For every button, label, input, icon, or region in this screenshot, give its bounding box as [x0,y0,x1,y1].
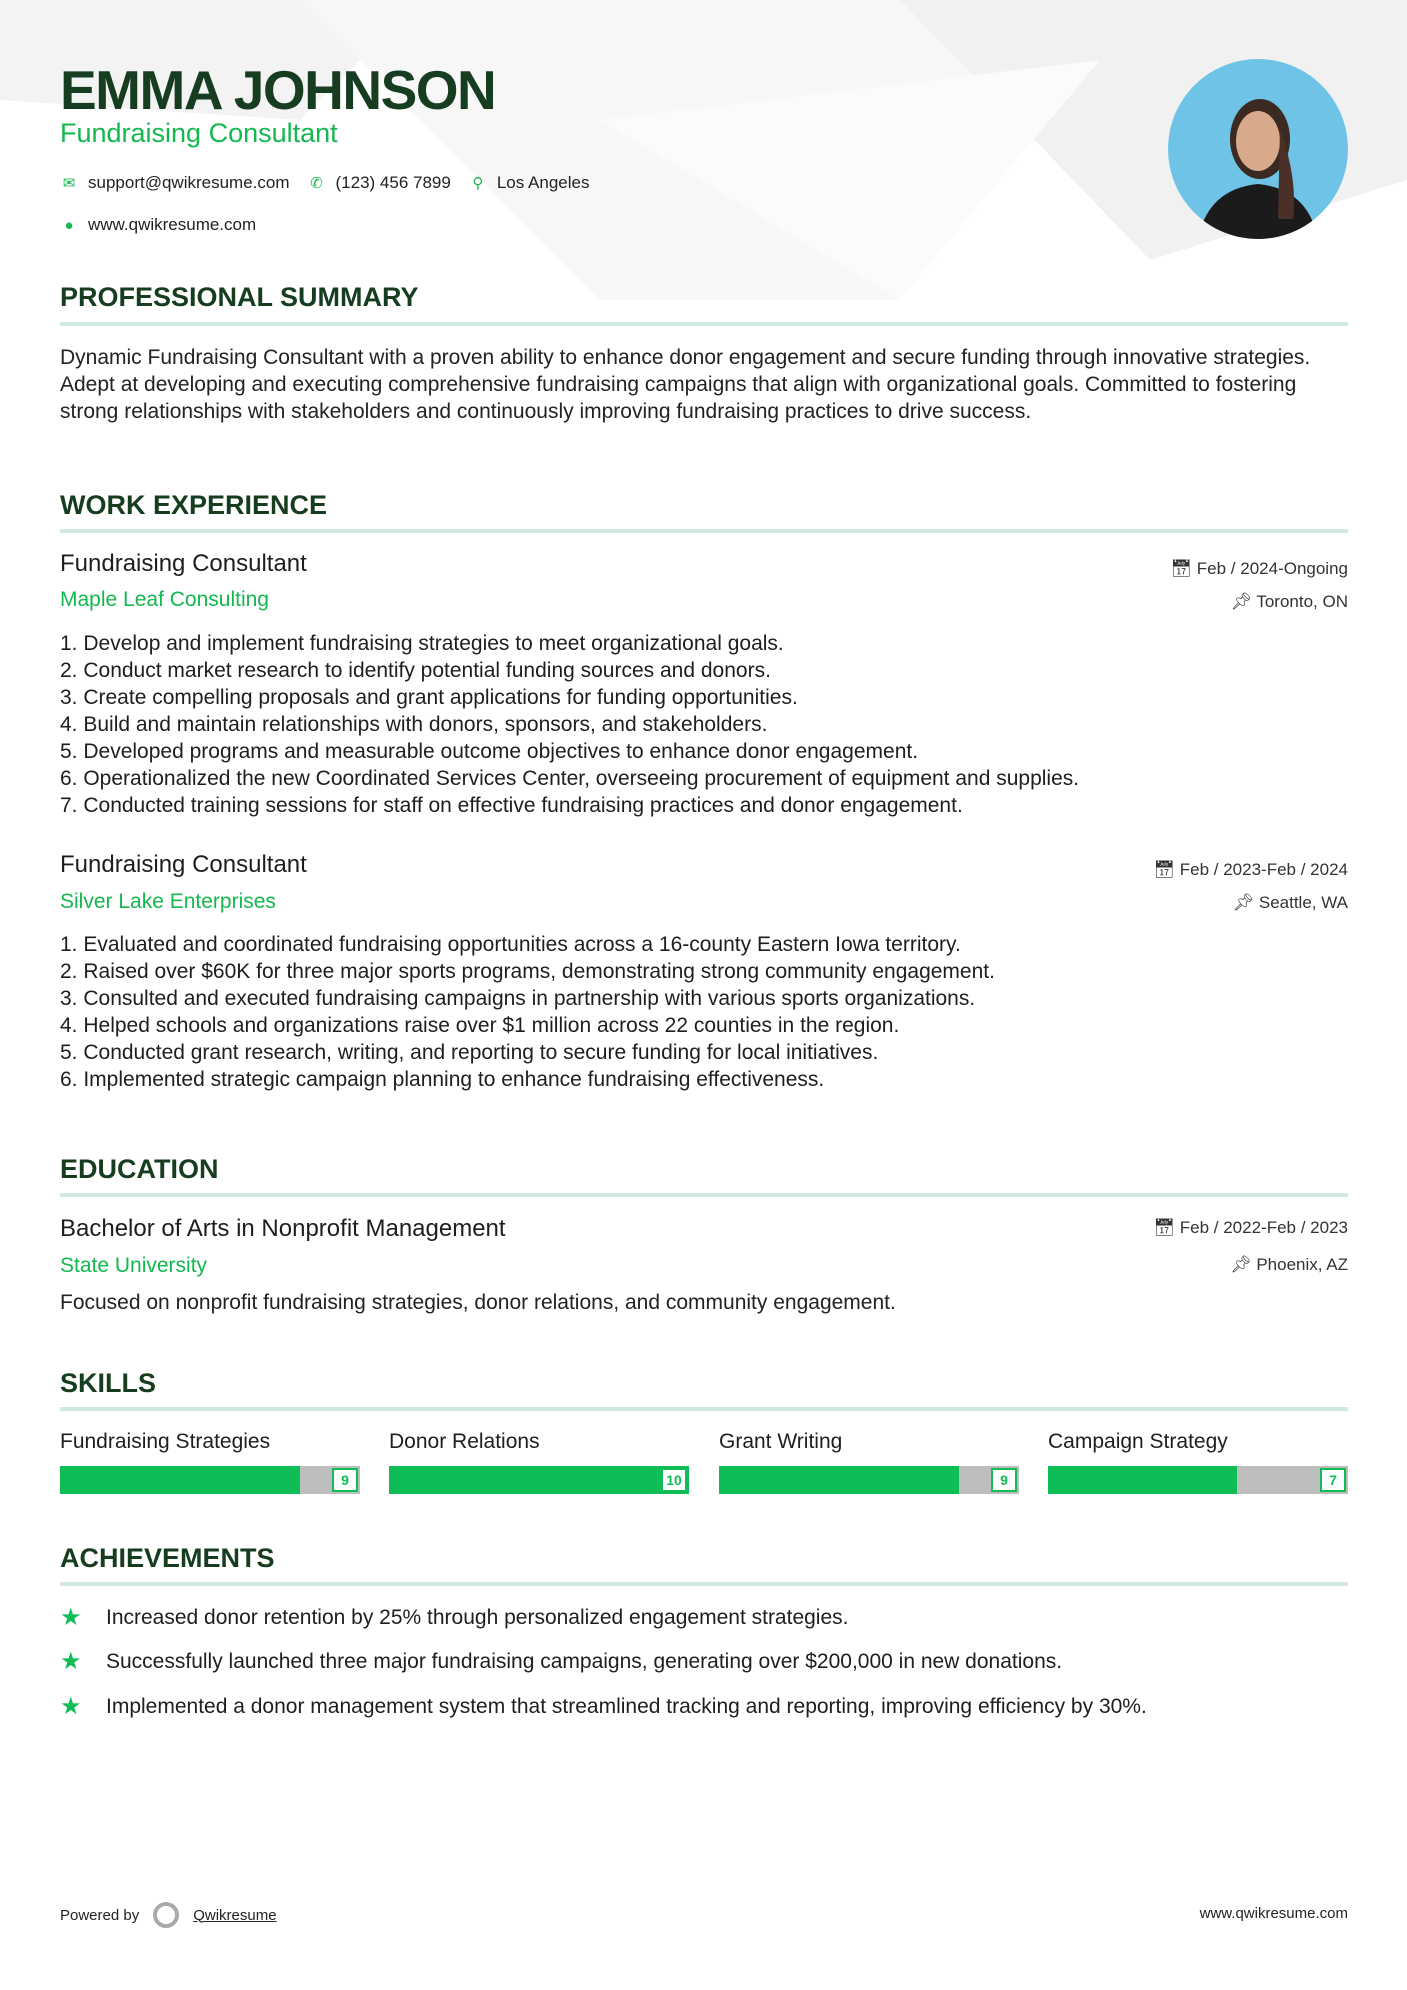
education-date [1153,1218,1348,1238]
summary-text: Dynamic Fundraising Consultant with a proven ability to enhance donor engagement and secure funding through innovative strategies. Adept at developing and executing comprehensive fundraising campaigns that align with organizational goals. Committed to fostering strong relationships with stakeholders and continuously improving fundraising practices to drive success. [60,346,1311,423]
skill-name: Campaign Strategy [1048,1430,1228,1453]
map-pin-icon: ⚲ [472,175,484,192]
skills-heading: SKILLS [60,1368,157,1398]
list-item: 3. Consulted and executed fundraising campaigns in partnership with various sports organizations. [60,987,976,1010]
divider [60,322,1348,326]
date-text: Feb / 2024-Ongoing [1196,559,1348,578]
calendar-icon: 📅︎ [1170,559,1197,578]
qwikresume-logo-icon [153,1902,179,1928]
location-text: Phoenix, AZ [1256,1255,1348,1274]
brand-link[interactable]: Qwikresume [193,1906,277,1924]
contact-row [60,173,589,193]
skill-item [389,1430,689,1494]
achievement-item [60,1647,1062,1676]
company-name: Maple Leaf Consulting [60,588,269,611]
education-heading: EDUCATION [60,1154,219,1184]
education-location [1230,1255,1348,1275]
skill-level: 9 [332,1468,358,1492]
location-text: Seattle, WA [1258,893,1348,912]
list-item: 1. Develop and implement fundraising strategies to meet organizational goals. [60,632,784,655]
achievement-text: Successfully launched three major fundraising campaigns, generating over $200,000 in new donations. [106,1649,1063,1673]
job-title: Fundraising Consultant [60,851,307,878]
school-name: State University [60,1254,208,1277]
achievement-item [60,1603,849,1632]
skill-bar [60,1466,360,1494]
list-item: 5. Conducted grant research, writing, and reporting to secure funding for local initiatives. [60,1041,879,1064]
job-location [1233,893,1348,913]
job-bullets [60,630,1079,819]
degree: Bachelor of Arts in Nonprofit Management [60,1215,506,1242]
envelope-icon: ✉ [62,175,76,192]
job-bullets [60,931,995,1093]
skill-bar [389,1466,689,1494]
calendar-icon: 📅︎ [1153,860,1180,879]
list-item: 2. Raised over $60K for three major sports programs, demonstrating strong community engagement. [60,960,995,983]
skill-level: 10 [661,1468,687,1492]
location-text: Toronto, ON [1256,592,1348,611]
skill-item [719,1430,1019,1494]
candidate-name: EMMA JOHNSON [60,59,496,121]
summary-heading: PROFESSIONAL SUMMARY [60,282,419,312]
phone: (123) 456 7899 [335,173,451,192]
skill-bar [1048,1466,1348,1494]
powered-by-label: Powered by [60,1906,140,1924]
job-date [1170,559,1348,579]
achievement-item [60,1692,1147,1721]
job-date [1153,860,1348,880]
divider [60,1582,1348,1586]
pin-icon: 📌︎ [1230,1255,1257,1274]
website-row [60,215,256,235]
avatar [1168,59,1348,239]
star-icon: ★ [60,1604,82,1631]
skill-name: Grant Writing [719,1430,843,1453]
star-icon: ★ [60,1693,82,1720]
company-name: Silver Lake Enterprises [60,890,276,913]
list-item: 6. Implemented strategic campaign planning to enhance fundraising effectiveness. [60,1068,825,1091]
skill-level: 9 [991,1468,1017,1492]
skill-fill [719,1466,959,1494]
list-item: 5. Developed programs and measurable outcome objectives to enhance donor engagement. [60,740,919,763]
location: Los Angeles [496,173,590,192]
skill-level: 7 [1320,1468,1346,1492]
skill-fill [1048,1466,1237,1494]
divider [60,1407,1348,1411]
list-item: 1. Evaluated and coordinated fundraising opportunities across a 16-county Eastern Iowa territory. [60,933,961,956]
skill-fill [60,1466,300,1494]
date-text: Feb / 2022-Feb / 2023 [1179,1218,1348,1237]
star-icon: ★ [60,1648,82,1675]
list-item: 4. Helped schools and organizations raise over $1 million across 22 counties in the region. [60,1014,900,1037]
footer-powered [60,1902,277,1928]
footer-website[interactable]: www.qwikresume.com [1199,1905,1348,1922]
experience-heading: WORK EXPERIENCE [60,490,328,520]
list-item: 6. Operationalized the new Coordinated Services Center, overseeing procurement of equipment and supplies. [60,767,1080,790]
list-item: 4. Build and maintain relationships with donors, sponsors, and stakeholders. [60,713,768,736]
pin-icon: 📌︎ [1232,893,1259,912]
list-item: 2. Conduct market research to identify potential funding sources and donors. [60,659,771,682]
phone-icon: ✆ [310,175,323,192]
candidate-title: Fundraising Consultant [60,118,338,148]
skill-item [60,1430,360,1494]
list-item: 7. Conducted training sessions for staff on effective fundraising practices and donor engagement. [60,794,963,817]
pin-icon: 📌︎ [1230,592,1257,611]
list-item: 3. Create compelling proposals and grant applications for funding opportunities. [60,686,798,709]
calendar-icon: 📅︎ [1153,1218,1180,1237]
skill-fill [389,1466,689,1494]
job-location [1230,592,1348,612]
education-description: Focused on nonprofit fundraising strategies, donor relations, and community engagement. [60,1291,896,1314]
skill-name: Fundraising Strategies [60,1430,271,1453]
website-link[interactable]: www.qwikresume.com [88,215,257,234]
divider [60,1193,1348,1197]
skill-bar [719,1466,1019,1494]
globe-icon: ● [64,216,74,234]
achievement-text: Increased donor retention by 25% through personalized engagement strategies. [106,1605,849,1629]
skill-name: Donor Relations [389,1430,540,1453]
date-text: Feb / 2023-Feb / 2024 [1179,860,1348,879]
skill-item [1048,1430,1348,1494]
email-link[interactable]: support@qwikresume.com [88,173,290,192]
divider [60,529,1348,533]
job-title: Fundraising Consultant [60,550,307,577]
achievements-heading: ACHIEVEMENTS [60,1543,275,1573]
achievement-text: Implemented a donor management system that streamlined tracking and reporting, improving efficiency by 30%. [106,1694,1147,1718]
